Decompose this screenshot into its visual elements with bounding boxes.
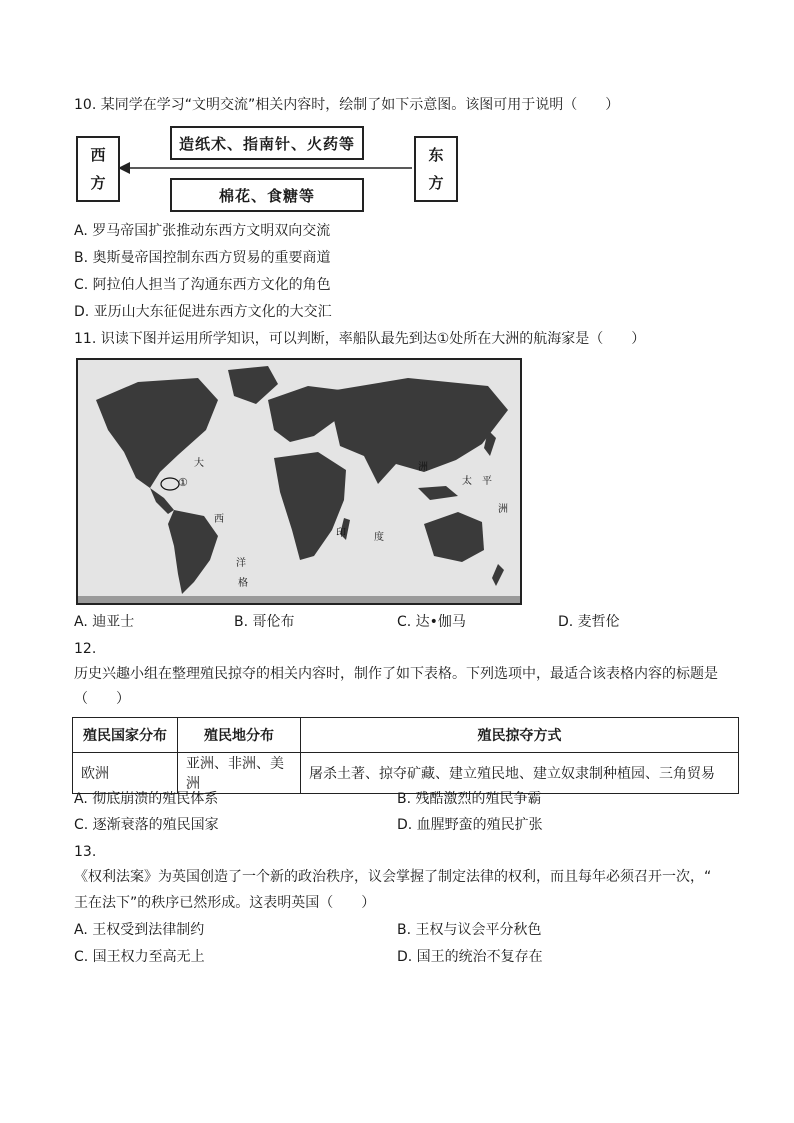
map-marker-1: ①	[178, 476, 188, 489]
west-label-1: 西	[90, 146, 106, 164]
q12-option-b[interactable]: B. 残酷激烈的殖民争霸	[397, 791, 542, 807]
world-map	[76, 358, 522, 605]
q10-option-d[interactable]: D. 亚历山大东征促进东西方文化的大交汇	[74, 304, 332, 320]
colonial-table	[72, 717, 739, 794]
q13-option-d[interactable]: D. 国王的统治不复存在	[397, 949, 543, 965]
map-label-yin: 印	[336, 528, 346, 539]
q13-option-b[interactable]: B. 王权与议会平分秋色	[397, 922, 542, 938]
table-cell-colonies: 亚洲、非洲、美洲	[178, 753, 301, 794]
table-header-methods: 殖民掠夺方式	[301, 718, 739, 753]
east-box	[414, 136, 458, 202]
west-label-2: 方	[90, 174, 106, 192]
map-label-xi: 西	[214, 514, 224, 525]
east-label-2: 方	[428, 174, 444, 192]
table-cell-colonizers: 欧洲	[73, 753, 178, 794]
q12-option-a[interactable]: A. 彻底崩溃的殖民体系	[74, 791, 219, 807]
table-header-colonizers: 殖民国家分布	[73, 718, 178, 753]
q13-option-c[interactable]: C. 国王权力至高无上	[74, 949, 205, 965]
q12-number: 12.	[74, 641, 97, 657]
q11-option-a[interactable]: A. 迪亚士	[74, 614, 135, 630]
top-goods-box: 造纸术、指南针、火药等	[170, 126, 364, 160]
q11-stem: 11. 识读下图并运用所学知识，可以判断，率船队最先到达①处所在大洲的航海家是（ ）	[74, 331, 646, 347]
map-label-tai: 太	[462, 476, 472, 487]
q12-stem-line1: 历史兴趣小组在整理殖民掠夺的相关内容时，制作了如下表格。下列选项中，最适合该表格内容的标题是	[74, 666, 718, 682]
q11-option-b[interactable]: B. 哥伦布	[234, 614, 295, 630]
map-label-ge: 格	[238, 578, 248, 589]
east-label-1: 东	[428, 146, 444, 164]
map-label-zhou-asia: 洲	[418, 462, 428, 473]
q11-option-c[interactable]: C. 达•伽马	[397, 614, 466, 630]
map-label-da: 大	[194, 458, 204, 469]
map-label-du: 度	[374, 532, 384, 543]
bottom-goods-box: 棉花、食糖等	[170, 178, 364, 212]
q10-option-c[interactable]: C. 阿拉伯人担当了沟通东西方文化的角色	[74, 277, 331, 293]
q13-stem-line2: 王在法下”的秩序已然形成。这表明英国（ ）	[74, 895, 376, 911]
q12-option-d[interactable]: D. 血腥野蛮的殖民扩张	[397, 817, 543, 833]
map-label-yang: 洋	[236, 558, 246, 569]
westward-arrow	[118, 158, 414, 178]
q13-number: 13.	[74, 844, 97, 860]
table-header-colonies: 殖民地分布	[178, 718, 301, 753]
q13-option-a[interactable]: A. 王权受到法律制约	[74, 922, 205, 938]
table-row	[73, 753, 739, 794]
q10-option-a[interactable]: A. 罗马帝国扩张推动东西方文明双向交流	[74, 223, 331, 239]
west-box	[76, 136, 120, 202]
table-cell-methods: 屠杀土著、掠夺矿藏、建立殖民地、建立奴隶制种植园、三角贸易	[301, 753, 739, 794]
q12-option-c[interactable]: C. 逐渐衰落的殖民国家	[74, 817, 219, 833]
q10-option-b[interactable]: B. 奥斯曼帝国控制东西方贸易的重要商道	[74, 250, 331, 266]
table-header-row	[73, 718, 739, 753]
q11-option-d[interactable]: D. 麦哲伦	[558, 614, 620, 630]
map-label-zhou-oceania: 洲	[498, 504, 508, 515]
q13-stem-line1: 《权利法案》为英国创造了一个新的政治秩序，议会掌握了制定法律的权利，而且每年必须召开一次，“	[74, 869, 712, 885]
q12-stem-line2: （ ）	[74, 691, 130, 707]
map-label-ping: 平	[482, 476, 492, 487]
world-map-drawing	[78, 360, 520, 603]
q10-stem: 10. 某同学在学习“文明交流”相关内容时，绘制了如下示意图。该图可用于说明（ ）	[74, 97, 620, 113]
